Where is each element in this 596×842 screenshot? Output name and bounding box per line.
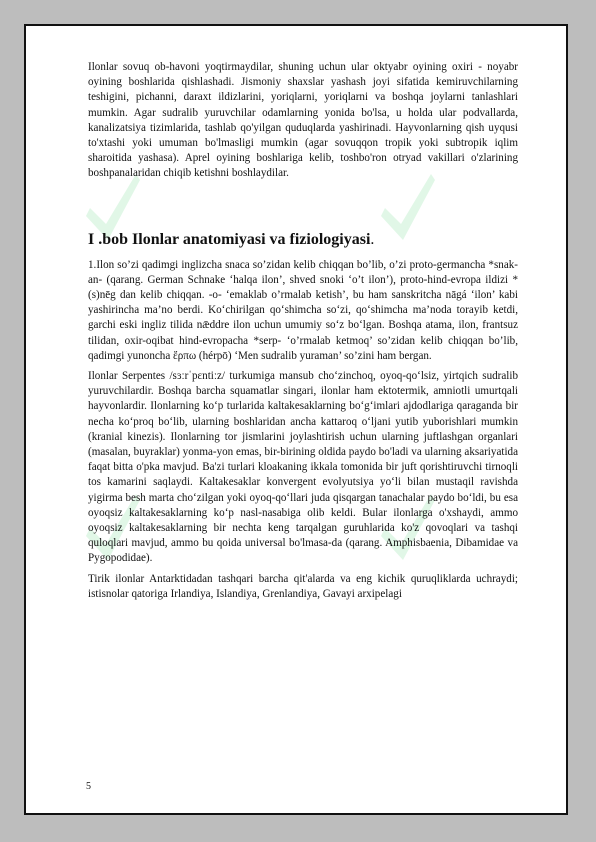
chapter-heading-text: I .bob Ilonlar anatomiyasi va fiziologiyasi xyxy=(88,230,371,248)
body-paragraph: Tirik ilonlar Antarktidadan tashqari barcha qit'alarda va eng kichik quruqliklarda uchraydi; istisnolar qatoriga Irlandiya, Islandiya, Grenlandiya, Gavayi arxipelagi xyxy=(88,572,518,600)
document-body xyxy=(88,60,518,607)
body-paragraph: 1.Ilon so’zi qadimgi inglizcha snaca so’zidan kelib chiqqan bo’lib, o’zi proto-germancha *snak-an- (qarang. German Schnake ‘halqa ilon’, shved snoki ‘o’t ilon’), proto-hind-evropa ildizi *(s)nēg dan kelib chiqqan. -o- ‘emaklab o’rmalab ketish’, bu ham sanskritcha nāgá ‘ilon’ kabi yashirincha ma’no berdi. Ko‘chirilgan qo‘shimcha so‘zi, qo‘shimcha ma’noda torayib ketdi, garchi eski ingliz tilida nǣddre ilon uchun umumiy so‘z bo‘lgan. Boshqa atama, ilon, frantsuz tilidan, oxir-oqibat hind-evropacha *serp- ‘o’rmalab ketmoq’ so’zidan kelib chiqqan bo’lib, qadimgi yunoncha ἕρπω (hérpō) ‘Men sudralib yuraman’ so’zini ham bergan. xyxy=(88,258,518,362)
chapter-heading xyxy=(88,230,518,250)
page-number: 5 xyxy=(86,781,91,792)
body-paragraph: Ilonlar Serpentes /sɜːrˈpɛntiːz/ turkumiga mansub cho‘zinchoq, oyoq-qo‘lsiz, yirtqich sudralib yuruvchilardir. Boshqa barcha squamatlar singari, ilonlar ham ektotermik, amniotli umurtqali hayvonlardir. Ilonlarning ko‘p turlarida kaltakesaklarning bo‘g‘imlari ajdodlariga qaraganda bir necha ko‘proq bo‘lib, ularning boshlaridan ancha kattaroq o‘ljani yutib yuborishlari mumkin (kranial kinezis). Ilonlarning tor jismlarini joylashtirish uchun ularning juftlashgan organlari (masalan, buyraklar) yonma-yon emas, bir-birining oldida paydo bo'ladi va ularning aksariyatida faqat bitta o'pka mavjud. Ba'zi turlari kloakaning ikkala tomonida bir juft qorishtiruvchi tirnoqli tos kamarini saqlaydi. Kaltakesaklar konvergent evolyutsiya yo‘li bilan mustaqil ravishda yigirma besh marta cho‘zilgan yoki oyoq-qo‘llari juda qisqargan tanachalar paydo bo‘ldi, bu esa oyoqsiz kaltakesaklarning ko‘p nasl-nasabiga olib keldi. Bular ilonlarga o'xshaydi, ammo oyoqsiz kaltakesaklarning bir nechta keng tarqalgan guruhlarida ko'z qovoqlari va tashqi quloqlari mavjud, ammo bu qoida universal bo'lmasa-da (qarang. Amphisbaenia, Dibamidae va Pygopodidae). xyxy=(88,370,518,565)
document-page xyxy=(24,24,568,815)
chapter-heading-dot: . xyxy=(370,230,375,248)
intro-paragraph: Ilonlar sovuq ob-havoni yoqtirmaydilar, shuning uchun ular oktyabr oyining oxiri - noyabr oyining boshlarida qishlashadi. Jismoniy shaxslar yashash joyi sifatida kemiruvchilarning teshigini, pichanni, daraxt ildizlarini, yoriqlarni, yoriqlarni va boshqa joylarni tanlashlari mumkin. Agar sudralib yuruvchilar odamlarning yonida bo'lsa, u holda ular podvallarda, kanalizatsiya tizimlarida, tashlab qo'yilgan quduqlarda yashirinadi. Hayvonlarning qish uyqusi to'xtashi yoki umuman bo'lmasligi mumkin (agar sovuqqon tropik yoki subtropik iqlim sharoitida yashasa). Aprel oyining boshlariga kelib, toshbo'ron otryad vakillari o'zlarining boshpanalaridan chiqib ketishni boshlaydilar. xyxy=(88,61,518,180)
